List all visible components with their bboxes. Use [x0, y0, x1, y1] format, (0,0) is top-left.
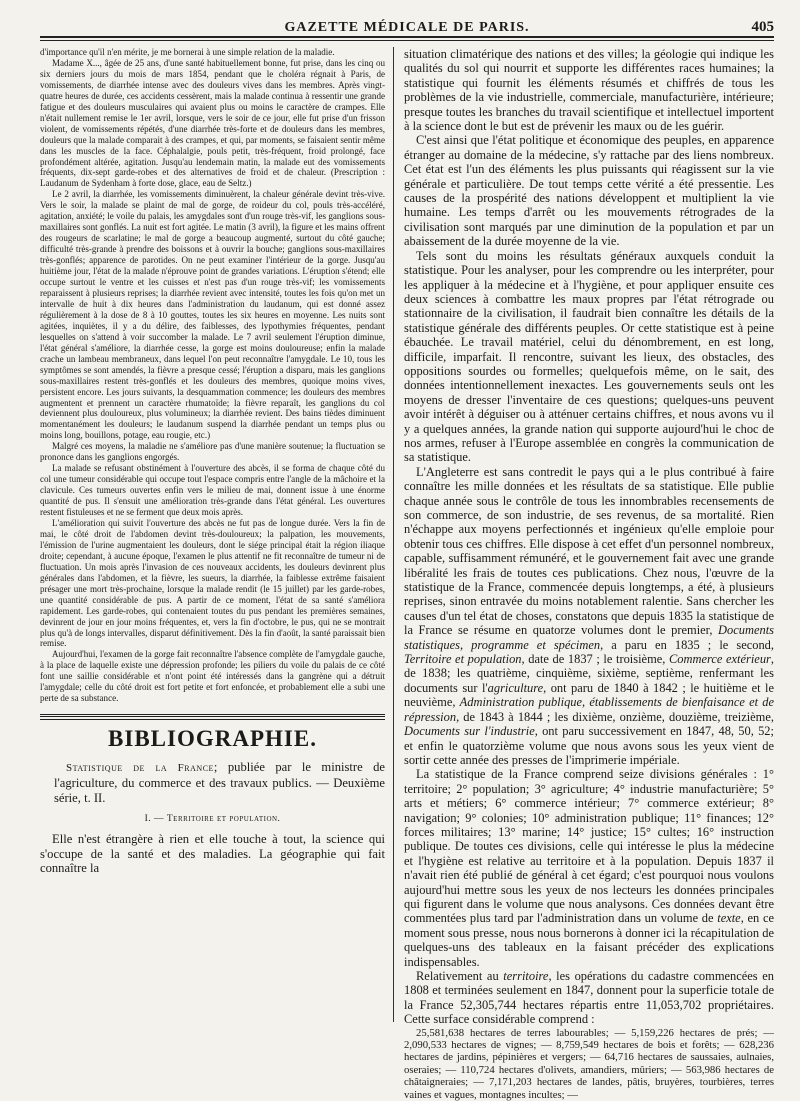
case-paragraph: Aujourd'hui, l'examen de la gorge fait reconnaître l'absence complète de l'amygdale gauche, à la place de laquelle existe une dépression profonde; les piliers du voile du palais de ce côté font une saillie considérable et n'ont point été intéressés dans la gangrène qui a détruit l'amygdale; celle du côté droit est fort petite et fort enfoncée, et probablement elle a subi une perte de sa substance. [40, 649, 385, 704]
review-paragraph: La statistique de la France comprend seize divisions générales : 1° territoire; 2° population; 3° agriculture; 4° industrie manufacturière; 5° arts et métiers; 6° commerce intérieur; 7° commerce extérieur; 8° navigation; 9° colonies; 10° administration publique; 11° finances; 12° forces militaires; 13° marine; 14° justice; 15° cultes; 16° instruction publique. De toutes ces divisions, celle qui intéresse le plus la médecine et l'hygiène est relative au territoire et à la population. Depuis 1837 il n'avait rien été publié de général à cet égard; c'est pourquoi nous voulons aujourd'hui mettre sous les yeux de nos lecteurs les données principales qui figurent dans le volume que nous analysons. Ces données devant être commentées plus tard par l'administration dans un volume de texte, en ce moment sous presse, nous nous bornerons à donner ici la récapitulation de quelques-uns des tableaux en la faisant précéder des explications indispensables. [404, 767, 775, 969]
section-divider [40, 714, 385, 720]
bibliography-heading: BIBLIOGRAPHIE. [108, 726, 317, 752]
book-title: Statistique de la France [66, 762, 214, 775]
case-paragraph: Malgré ces moyens, la maladie ne s'améliore pas d'une manière soutenue; la fluctuation se prononce dans les ganglions engorgés. [40, 441, 385, 463]
review-paragraph: Tels sont du moins les résultats généraux auxquels conduit la statistique. Pour les analyser, pour les comprendre ou les interpréter, pour les appliquer à la médecine et à l'hygiène, et pour appliquer ensuite ces deux sciences à combattre les maux propres par l'état rétrograde ou stationnaire de la civilisation, il faudrait bien connaître les détails de la statistique générale des différents peuples. Or cette statistique est à peine ébauchée. Le travail matériel, celui du dénombrement, en est long, difficile, imparfait. Il rencontre, suivant les lieux, des obstacles, des oppositions sourdes ou formelles; quelquefois même, on le sait, des données intentionnellement inexactes. Les gouvernements seuls ont les moyens de dresser l'inventaire de ces questions; quelques-uns peuvent avoir intérêt à déguiser ou à atténuer certains chiffres, et nous avons vu il y a quelques années, la grande nation qui supporte aujourd'hui le choc de nos armes, refuser à l'Europe assemblée en congrès la communication de sa statistique. [404, 248, 774, 465]
case-paragraph: La malade se refusant obstinément à l'ouverture des abcès, il se forma de chaque côté du col une tumeur considérable qui occupe tout l'espace compris entre l'angle de la mâchoire et la clavicule. Ces tumeurs ouvertes enfin vers le milieu de mai, donnent issue à une énorme quantité de pus. Il s'ensuit une amélioration très-grande dans l'état général. Les ouvertures restent fistuleuses et ne se ferment que deux mois après. [40, 463, 385, 518]
bibliography-entry [40, 760, 385, 806]
review-paragraph: situation climatérique des nations et des villes; la géologie qui indique les qualités du sol qui nourrit et supporte les différentes races humaines; la statistique qui fournit les éléments résumés et chiffrés de tous les problèmes de la vie industrielle, commerciale, manufacturière, intérieure; presque toutes les branches du travail scientifique et intellectuel importent à la science dont le but est de prévenir les maux ou de les guérir. [404, 47, 774, 134]
journal-title: GAZETTE MÉDICALE DE PARIS. [284, 20, 530, 35]
review-paragraph: L'Angleterre est sans contredit le pays qui a le plus contribué à faire connaître les mille données et les résultats de sa statistique. Elle publie chaque année sous le contrôle de tous les innombrables recensements de son commerce, de son industrie, de ses revenus, de sa mortalité. Rien n'échappe aux moyens perfectionnés et ingénieux qu'elle emploie pour obtenir tous ces chiffres. Elle dispose à cet effet d'un personnel nombreux, capable, suffisamment rémunéré, et le gouvernement fait avec une grande libéralité les frais de toutes ces publications. Chez nous, l'œuvre de la statistique de la France, commencée depuis longtemps, a été, à plusieurs reprises, sinon entravée du moins notablement ralentie. Sans chercher les causes d'un tel état de choses, constatons que depuis 1835 la statistique de la France se résume en quatorze volumes dont le premier, Documents statistiques, programme et spécimen, a paru en 1835 ; le second, Territoire et population, date de 1837 ; le troisième, Commerce extérieur, de 1838; les quatrième, cinquième, sixième, septième, renfermant les documents sur l'agriculture, ont paru de 1840 à 1842 ; le huitième et le neuvième, Administration publique, établissements de bienfaisance et de répression, de 1843 à 1844 ; les dixième, onzième, douzième, treizième, Documents sur l'industrie, ont paru successivement en 1847, 48, 50, 52; et enfin le quatorzième volume que nous avons sous les yeux vient de sortir cette année des presses de l'imprimerie impériale. [404, 464, 775, 767]
section-heading: I. — Territoire et population. [144, 814, 281, 825]
right-column [394, 47, 775, 1101]
review-paragraph: Elle n'est étrangère à rien et elle touche à tout, la science qui s'occupe de la santé et des maladies. La géographie qui fait connaître la [40, 832, 385, 876]
left-column [40, 47, 394, 1022]
review-paragraph: Relativement au territoire, les opérations du cadastre commencées en 1808 et terminées seulement en 1847, donnent pour la superficie totale de la France 52,305,744 hectares répartis entre 11,053,702 propriétaires. Cette surface considérable comprend : [404, 969, 774, 1027]
book-details: ; publiée par le ministre de l'agriculture, du commerce et des travaux publics. — Deuxième série, t. II. [54, 760, 385, 806]
page-number: 405 [751, 19, 774, 35]
header-rule [40, 40, 774, 41]
case-paragraph: d'importance qu'il n'en mérite, je me bornerai à une simple relation de la maladie. [40, 47, 335, 57]
case-paragraph: L'amélioration qui suivit l'ouverture des abcès ne fut pas de longue durée. Vers la fin de mai, le côté droit de l'abdomen devint très-douloureux; la palpation, les mouvements, l'émission de l'urine augmentaient les douleurs, dont le siége principal était la région iliaque droite; cependant, à aucune époque, l'examen le plus attentif ne fit reconnaître de tumeur ni de fluctuation. Un mois après l'invasion de ces nouveaux accidents, les douleurs devinrent plus générales dans l'abdomen, et la fièvre, les sueurs, la diarrhée, la faiblesse extrême faisaient présager une mort très-prochaine, lorsque la malade rendit (le 15 juillet) par les garde-robes, une quantité considérable de pus. A partir de ce moment, l'état de sa santé s'améliora rapidement. Les garde-robes, qui contenaient toutes du pus pendant les premières semaines, devinrent de jour en jour moins fréquentes, et, vers la fin d'octobre, le pus, qui ne se montrait plus qu'à de longs intervalles, disparut définitivement. Dès la fin d'août, la santé paraissait bien remise. [40, 517, 385, 649]
two-column-body [40, 47, 775, 1101]
case-paragraph: Le 2 avril, la diarrhée, les vomissements diminuèrent, la chaleur générale devint très-vive. Vers le soir, la malade se plaint de mal de gorge, de roideur du col, pouls très-accéléré, agitation, anxiété; le voile du palais, les amygdales sont d'un rouge très-vif, les ganglions sous-maxillaires sont gonflés. La nuit est fort agitée. Le matin (3 avril), la figure et les mains offrent des rougeurs de scarlatine; le mal de gorge a beaucoup augmenté, surtout du côté gauche; difficulté très-grande à prendre des boissons et à ouvrir la bouche; ganglions sous-maxillaires très-gonflés; apparence de parotides. On ne peut examiner l'intérieur de la gorge. Jusqu'au huitième jour, l'état de la malade n'éprouve point de grandes variations. L'éruption s'étend; elle occupe surtout le ventre et les cuisses et n'est pas d'un rouge très-vif; les vomissements reparaissent à plusieurs reprises; la diarrhée revient avec intensité, toutes les fois qu'on met un intervalle de huit à dix heures dans l'administration du laudanum, qui est donné assez régulièrement à la dose de 8 à 10 gouttes, toutes les six heures en moyenne. Les nuits sont agitées, inquiètes, il y a du délire, des faiblesses, des lypothymies fréquentes, pendant lesquelles on s'attend à voir succomber la malade. Le 7 avril seulement l'éruption diminue, l'état général s'améliore, la diarrhée cesse, la gorge est moins douloureuse; enfin la malade crache un lambeau membraneux, dans lequel l'on peut reconnaître l'amygdale. Le 10, tous les symptômes se sont amendés, la fièvre a presque cessé; l'éruption a disparu, mais les ganglions sous-maxillaires restent très-gonflés et les douleurs des membres, quoique moins vives, persistent encore. Les jours suivants, la desquammation commence; les douleurs des membres augmentent et prennent un caractère rhumatoïde; la fièvre reparaît, les ganglions du col deviennent plus douloureux, plus volumineux; la diarrhée revient. Des bains tièdes diminuent momentanément les douleurs; le laudanum suspend la diarrhée pendant un temps plus ou moins long, bouillons, potage, eau rougie, etc.) [40, 189, 385, 441]
case-paragraph: Madame X..., âgée de 25 ans, d'une santé habituellement bonne, fut prise, dans les cinq ou six derniers jours du mois de mars 1854, pendant que le choléra régnait à Paris, de vomissements, de diarrhée intense avec des douleurs vives dans les membres. Après vingt-quatre heures de durée, ces accidents cessèrent, mais la malade continua à ressentir une grande fatigue et des douleurs musculaires qui avaient plus ou moins le caractère de crampes. Elle n'était nullement remise le 1er avril, lorsque, vers le soir de ce jour, elle fut prise d'un frisson violent, de vomissements répétés, d'une diarrhée très-forte et de douleurs dans les membres, douleurs que la malade comparait à des crampes, et qui, par moments, se faisaient sentir même dans les muscles de la face. Céphalalgie, pouls petit, très-fréquent, froid prolongé, face profondément altérée, agitation. Jusqu'au lendemain matin, la malade eut des vomissements fréquents, dix-sept garde-robes et des alternatives de froid et de chaleur. (Prescription : Laudanum de Sydenham à forte dose, glace, eau de Seltz.) [40, 57, 385, 189]
land-use-figures: 25,581,638 hectares de terres labourables; — 5,159,226 hectares de prés; — 2,090,533 hectares de vignes; — 8,759,549 hectares de bois et forêts; — 628,236 hectares de jardins, pépinières et vergers; — 64,716 hectares de saussaies, aulnaies, oseraies; — 110,724 hectares d'olivets, amandiers, mûriers; — 563,986 hectares de châtaigneraies; — 7,171,203 hectares de landes, pâtis, bruyères, tourbières, terres vaines et vagues, montagnes incultes; — [404, 1026, 774, 1101]
running-header [40, 10, 774, 38]
review-paragraph: C'est ainsi que l'état politique et économique des peuples, en apparence étranger au domaine de la médecine, s'y rattache par des liens nombreux. Cet état est l'un des éléments les plus puissants qui réagissent sur la vie générale et particulière. De tout temps cette vérité a été pressentie. Les causes de la prospérité des nations développent et multiplient la vie humaine. Les temps d'arrêt ou les mouvements rétrogrades de la civilisation sont marqués par une diminution de la population et par un abaissement de la durée moyenne de la vie. [404, 133, 774, 249]
